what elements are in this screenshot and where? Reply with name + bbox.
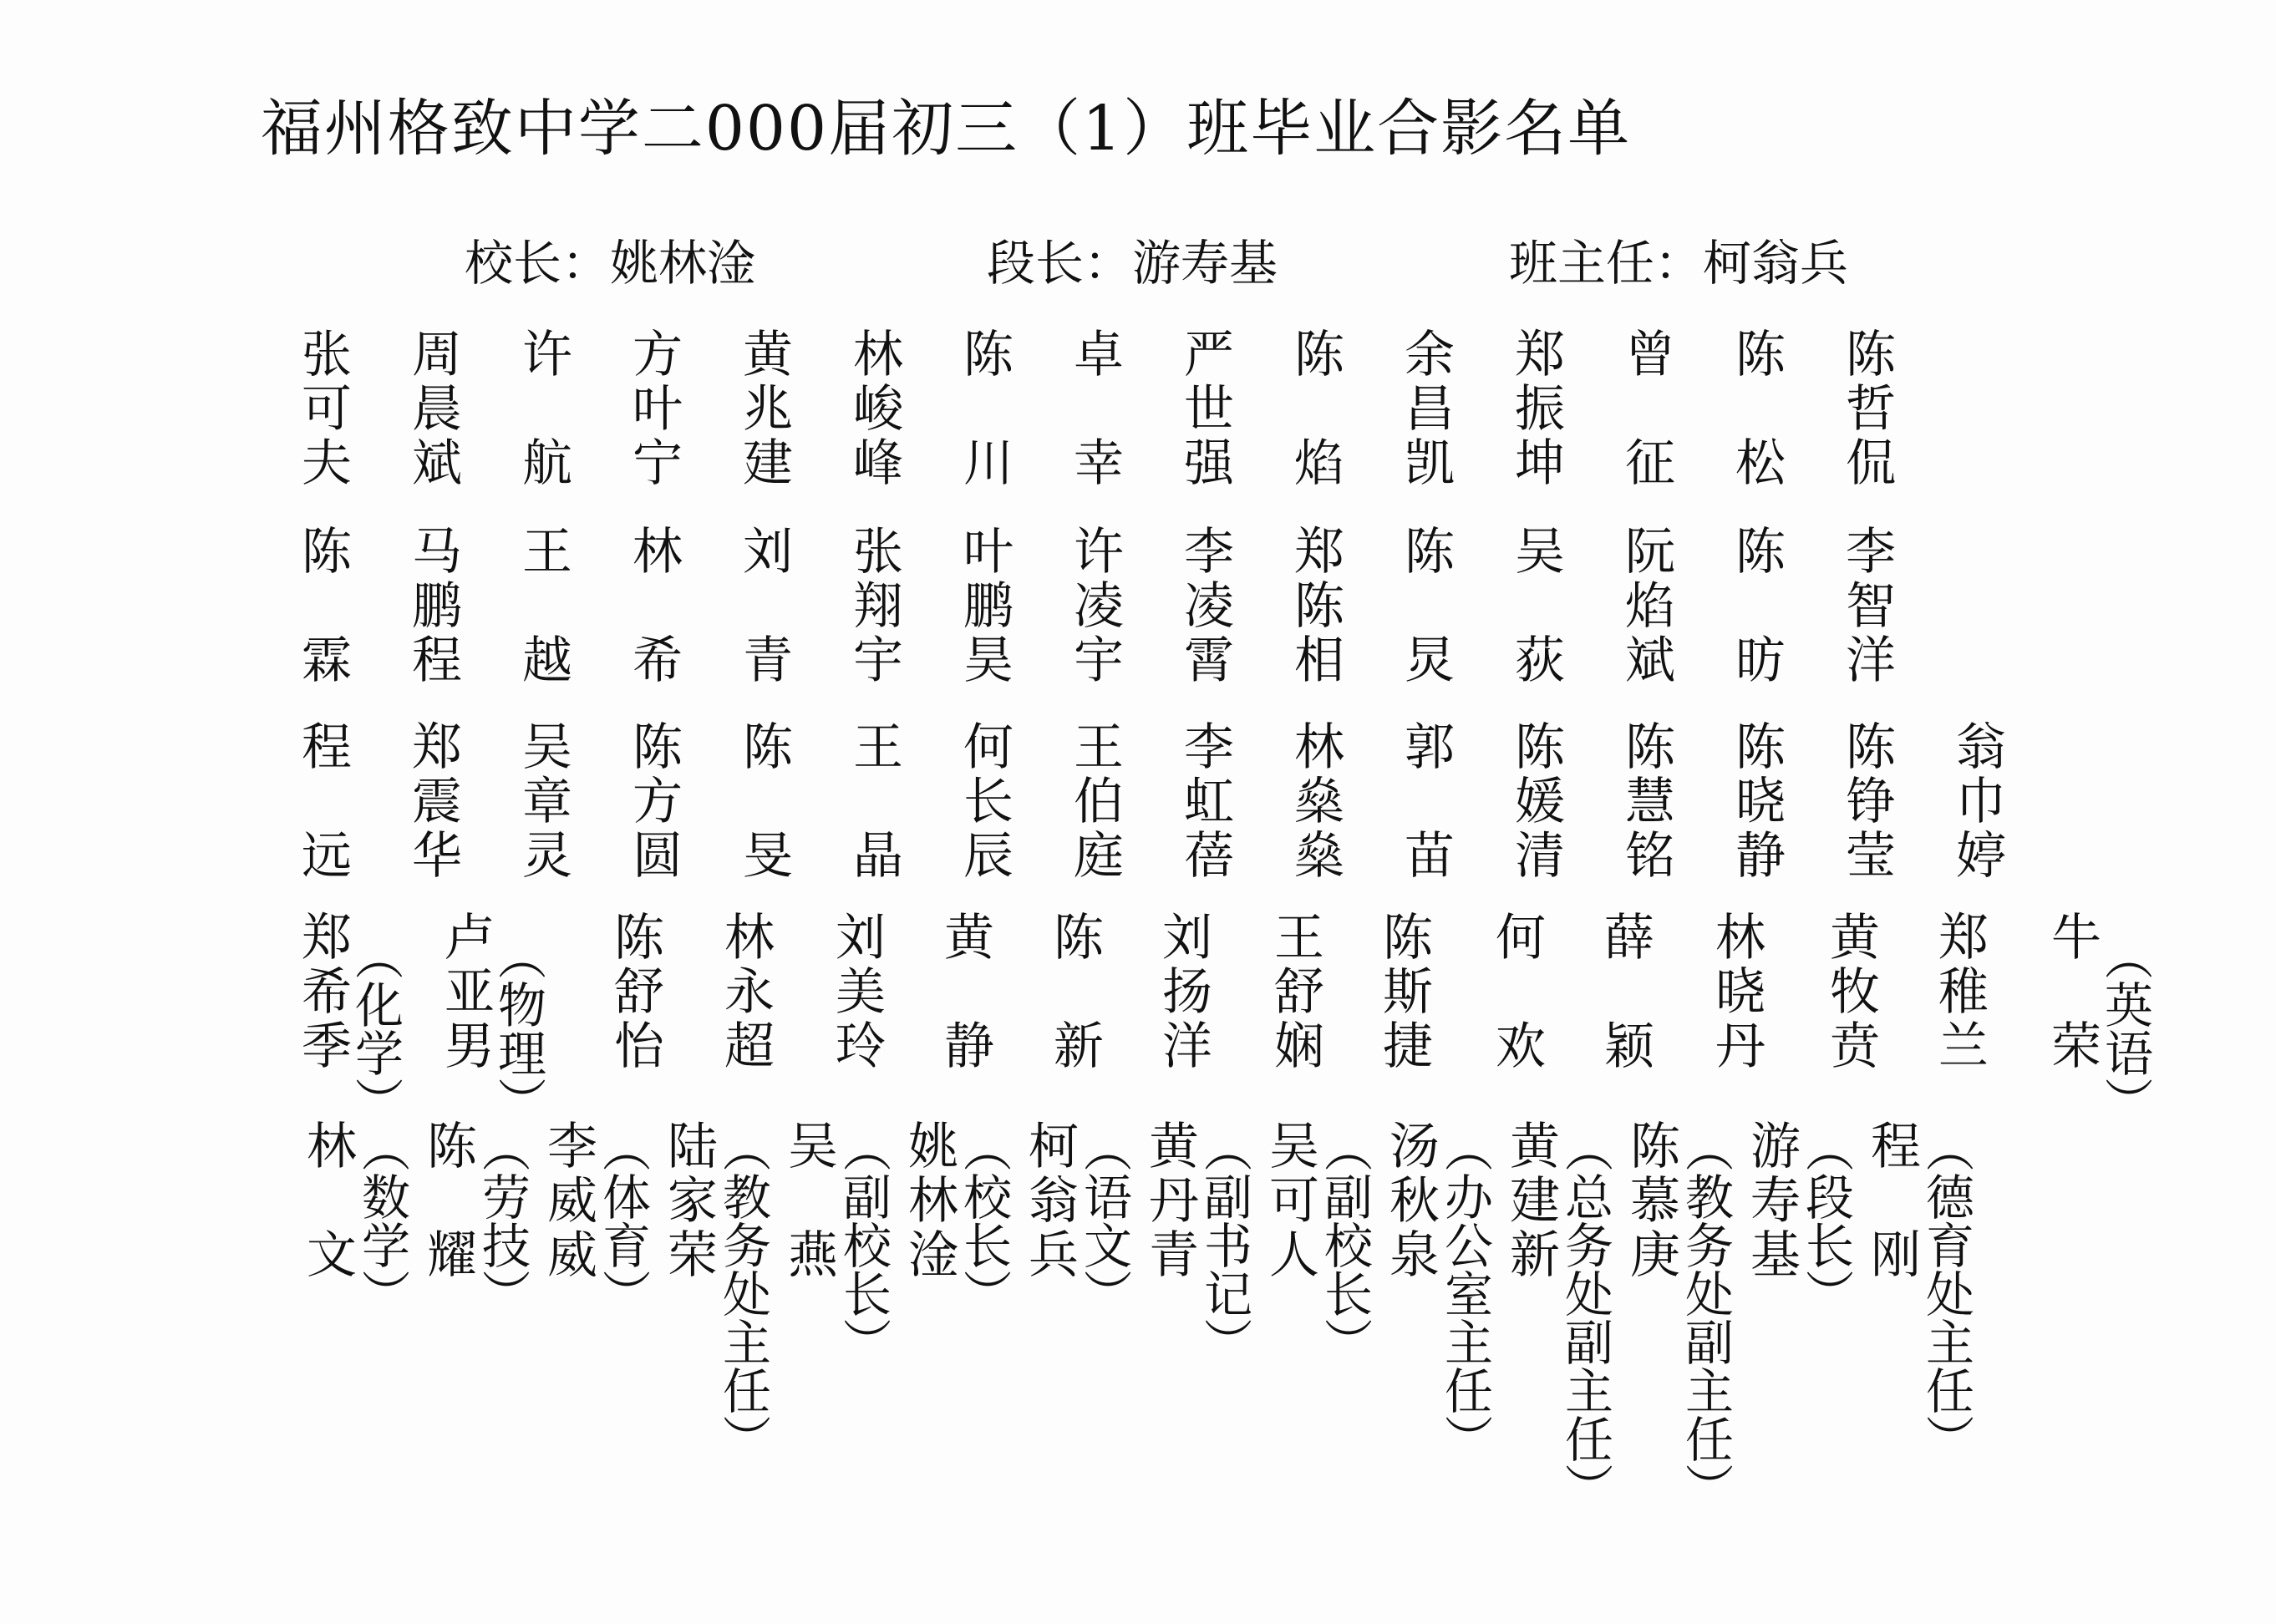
staff-role: （办公室主任） — [1436, 1124, 1493, 1463]
person-name: 王舒娴 — [1266, 911, 1324, 1069]
student-name: 吴荻 — [1506, 525, 1565, 683]
student-name: 何长辰 — [955, 720, 1014, 879]
staff-name: 吴燕 — [780, 1119, 838, 1278]
person-name: 黄静 — [936, 911, 994, 1069]
staff-role: （体育） — [594, 1124, 651, 1317]
staff-name: 林文 — [298, 1119, 357, 1278]
student-name: 陈晓静 — [1727, 720, 1786, 879]
person-name: 黄牧贲 — [1821, 911, 1880, 1069]
page-title: 福州格致中学二000届初三（1）班毕业合影名单 — [260, 93, 1632, 165]
student-name: 陈焰 — [1286, 327, 1344, 486]
staff-name: 程刚 — [1862, 1119, 1921, 1278]
grade-head-label: 段长：游寿基 — [987, 235, 1278, 292]
principal-label: 校长：姚林淦 — [465, 235, 756, 292]
student-name: 林峻峰 — [845, 327, 903, 486]
person-name: 刘扬洋 — [1154, 911, 1212, 1069]
person-name: 陈舒怡 — [606, 911, 664, 1069]
person-name: 何欢 — [1487, 911, 1546, 1069]
student-name: 翁巾婷 — [1948, 720, 2006, 879]
student-name: 李凌霄 — [1176, 525, 1234, 683]
student-name: 陈松 — [1727, 327, 1786, 486]
staff-name: 游寿基 — [1742, 1119, 1801, 1278]
student-name: 卓幸 — [1065, 327, 1124, 486]
student-name: 林希 — [624, 525, 683, 683]
student-name: 余昌凯 — [1396, 327, 1455, 486]
student-name: 陈川 — [955, 327, 1014, 486]
person-name: 陈斯捷 — [1374, 911, 1433, 1069]
student-name: 许凌宇 — [1065, 525, 1124, 683]
student-name: 方叶宁 — [624, 327, 683, 486]
person-name: 薛颖 — [1596, 911, 1654, 1069]
staff-name: 陈慕庚 — [1622, 1119, 1680, 1278]
student-name: 林燊燊 — [1286, 720, 1344, 879]
student-name: 陈昉 — [1727, 525, 1786, 683]
staff-role: （语文） — [1075, 1124, 1132, 1317]
student-name: 张可夫 — [293, 327, 352, 486]
student-name: 陈媛清 — [1506, 720, 1565, 879]
student-name: 刘青 — [734, 525, 793, 683]
staff-name: 吴可人 — [1261, 1119, 1319, 1278]
subject-label: （物理） — [490, 931, 546, 1125]
person-name: 郑稚兰 — [1930, 911, 1989, 1069]
student-name: 阮焰斌 — [1617, 525, 1675, 683]
staff-role: （劳技） — [474, 1124, 531, 1317]
staff-role: （数学） — [353, 1124, 410, 1317]
staff-role: （德育处主任） — [1918, 1124, 1974, 1463]
student-name: 叶鹏昊 — [955, 525, 1014, 683]
student-name: 王越 — [514, 525, 572, 683]
staff-name: 陆家荣 — [659, 1119, 718, 1278]
staff-name: 黄建新 — [1501, 1119, 1560, 1278]
student-name: 许航 — [514, 327, 572, 486]
student-name: 张翔宇 — [845, 525, 903, 683]
student-name: 郭苗 — [1396, 720, 1455, 879]
student-name: 陈炅 — [1396, 525, 1455, 683]
student-name: 王晶 — [845, 720, 903, 879]
student-name: 王伯庭 — [1065, 720, 1124, 879]
student-name: 李智洋 — [1837, 525, 1896, 683]
student-name: 周晨斌 — [404, 327, 462, 486]
person-name: 林永超 — [716, 911, 775, 1069]
student-name: 陈慧铭 — [1617, 720, 1675, 879]
person-name: 陈新 — [1045, 911, 1104, 1069]
class-teacher-label: 班主任：柯翁兵 — [1509, 235, 1849, 292]
staff-name: 黄丹青 — [1141, 1119, 1199, 1278]
student-name: 陈旻 — [734, 720, 793, 879]
subject-label: （英语） — [2096, 931, 2153, 1125]
student-name: 陈铮莹 — [1837, 720, 1896, 879]
staff-role: （教务处副主任） — [1677, 1124, 1734, 1511]
student-name: 曾征 — [1617, 327, 1675, 486]
staff-role: （副校长） — [835, 1124, 892, 1366]
staff-role: （副书记） — [1196, 1124, 1252, 1366]
person-name: 牛荣 — [2043, 911, 2101, 1069]
student-name: 黄兆建 — [734, 327, 793, 486]
staff-role: （总务处副主任） — [1557, 1124, 1613, 1511]
student-name: 李虹蓓 — [1176, 720, 1234, 879]
student-name: 程远 — [293, 720, 352, 879]
staff-name: 陈耀 — [419, 1119, 477, 1278]
student-name: 郑震华 — [404, 720, 462, 879]
staff-role: （副校长） — [1316, 1124, 1373, 1366]
student-name: 陈哲侃 — [1837, 327, 1896, 486]
staff-name: 李威威 — [539, 1119, 597, 1278]
staff-name: 柯翁兵 — [1020, 1119, 1079, 1278]
staff-name: 汤秋泉 — [1381, 1119, 1440, 1278]
student-name: 严世强 — [1176, 327, 1234, 486]
student-name: 郑陈相 — [1286, 525, 1344, 683]
staff-role: （教务处主任） — [714, 1124, 771, 1463]
staff-role: （校长） — [955, 1124, 1012, 1317]
person-name: 刘美玲 — [827, 911, 886, 1069]
student-name: 郑振坤 — [1506, 327, 1565, 486]
student-name: 陈霖 — [293, 525, 352, 683]
student-name: 陈方圆 — [624, 720, 683, 879]
student-name: 吴章灵 — [514, 720, 572, 879]
student-name: 马鹏程 — [404, 525, 462, 683]
person-name: 卢亚男 — [436, 911, 495, 1069]
person-name: 林晓丹 — [1707, 911, 1765, 1069]
staff-name: 姚林淦 — [900, 1119, 958, 1278]
subject-label: （化学） — [347, 931, 404, 1125]
person-name: 郑希季 — [293, 911, 352, 1069]
staff-role: （段长） — [1797, 1124, 1854, 1317]
